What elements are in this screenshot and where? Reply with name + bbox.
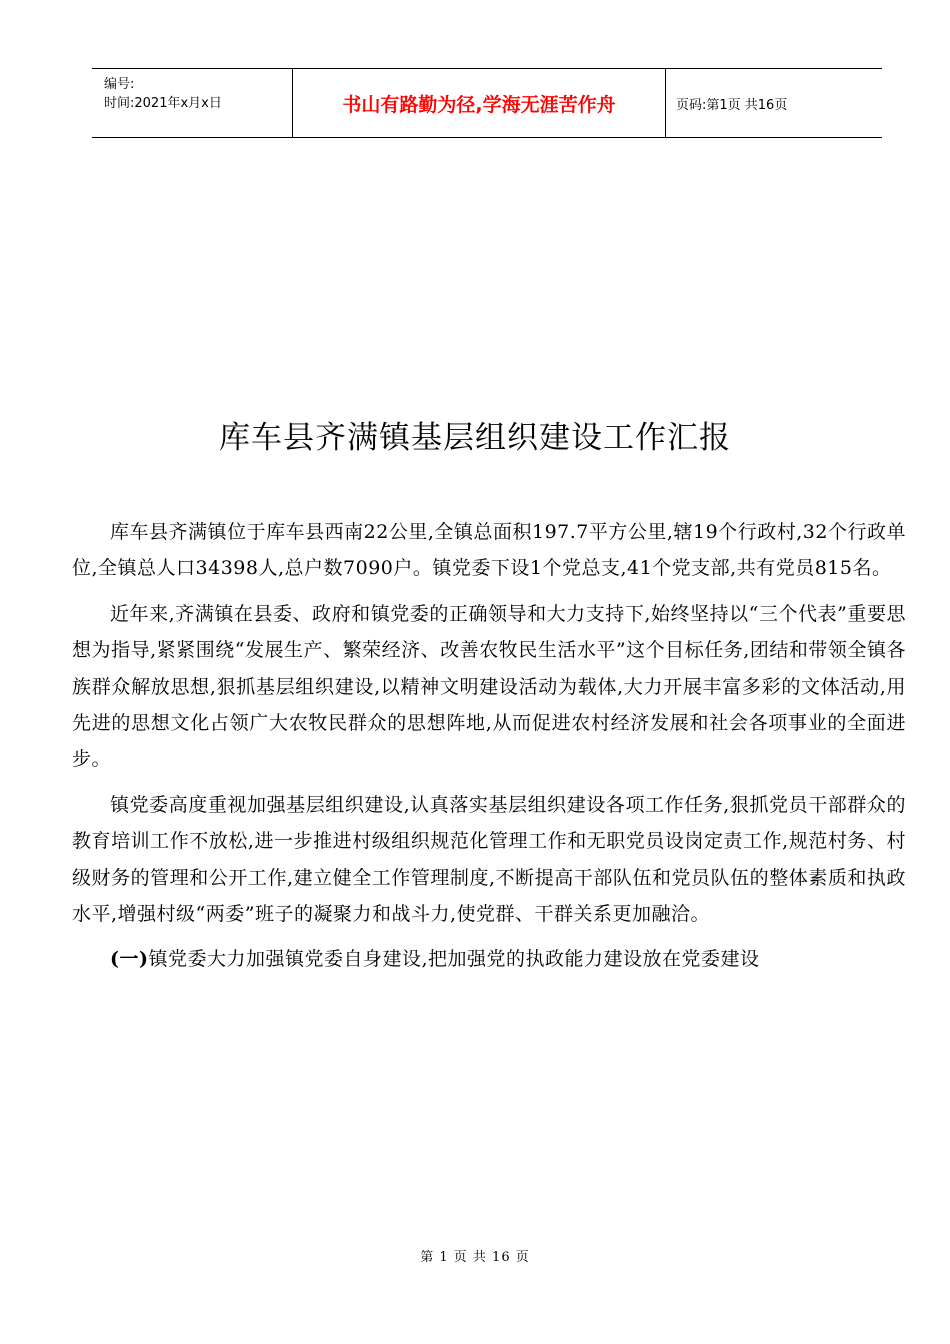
document-title: 库车县齐满镇基层组织建设工作汇报 — [219, 420, 731, 456]
section-lead: (一) — [110, 948, 149, 971]
paragraph: 库车县齐满镇位于库车县西南22公里,全镇总面积197.7平方公里,辖19个行政村,32个行政单位,全镇总人口34398人,总户数7090户。镇党委下设1个党总支,41个党支部,共有党员815名。 — [72, 521, 906, 580]
header-table — [92, 68, 882, 138]
section-text: 镇党委大力加强镇党委自身建设,把加强党的执政能力建设放在党委建设 — [148, 948, 760, 971]
document-body — [72, 514, 906, 987]
number-label: 编号: — [104, 77, 135, 92]
time-label: 时间:2021年x月x日 — [104, 96, 222, 111]
page-footer: 第 1 页 共 16 页 — [420, 1250, 530, 1265]
header-motto: 书山有路勤为径,学海无涯苦作舟 — [292, 69, 666, 137]
header-page-info: 页码:第1页 共16页 — [676, 97, 788, 113]
paragraph: 镇党委高度重视加强基层组织建设,认真落实基层组织建设各项工作任务,狠抓党员干部群众的教育培训工作不放松,进一步推进村级组织规范化管理工作和无职党员设岗定责工作,规范村务、村级财务的管理和公开工作,建立健全工作管理制度,不断提高干部队伍和党员队伍的整体素质和执政水平,增强村级“两委”班子的凝聚力和战斗力,使党群、干群关系更加融洽。 — [72, 793, 906, 926]
paragraph-section-one — [72, 941, 906, 977]
paragraph: 近年来,齐满镇在县委、政府和镇党委的正确领导和大力支持下,始终坚持以“三个代表”重要思想为指导,紧紧围绕“发展生产、繁荣经济、改善农牧民生活水平”这个目标任务,团结和带领全镇各族群众解放思想,狠抓基层组织建设,以精神文明建设活动为载体,大力开展丰富多彩的文体活动,用先进的思想文化占领广大农牧民群众的思想阵地,从而促进农村经济发展和社会各项事业的全面进步。 — [72, 602, 906, 771]
header-meta — [92, 69, 292, 137]
